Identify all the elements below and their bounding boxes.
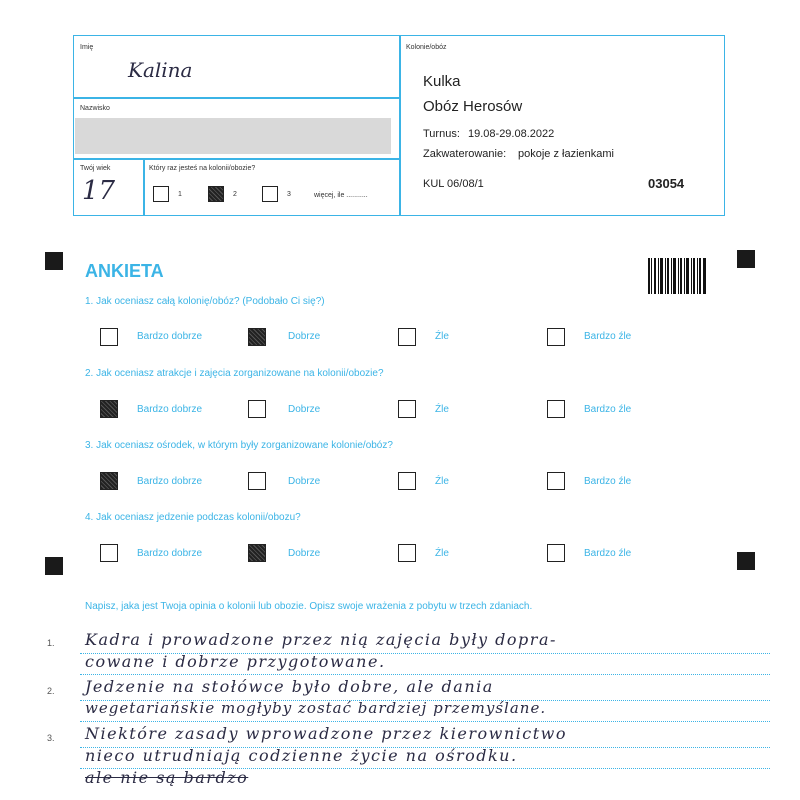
name-value[interactable]: Kalina <box>128 58 193 82</box>
q3-label-dobrze: Dobrze <box>288 476 321 487</box>
q3-option-dobrze[interactable] <box>248 472 266 490</box>
q4-label-bardzo-dobrze: Bardzo dobrze <box>137 548 203 559</box>
writing-line <box>80 721 770 722</box>
q1-option-zle[interactable] <box>398 328 416 346</box>
q1-label-bardzo-dobrze: Bardzo dobrze <box>137 331 203 342</box>
q3-label-zle: Źle <box>435 476 449 487</box>
camp-label: Kolonie/obóz <box>406 44 447 51</box>
q2-label-zle: Źle <box>435 404 449 415</box>
q1-label-dobrze: Dobrze <box>288 331 321 342</box>
q2-option-bardzo-dobrze[interactable] <box>100 400 118 418</box>
times-checkbox-2[interactable] <box>208 186 224 202</box>
opinion-prompt: Napisz, jaka jest Twoja opinia o kolonii lub obozie. Opisz swoje wrażenia z pobytu w trzech zdaniach. <box>85 601 533 612</box>
q2-option-dobrze[interactable] <box>248 400 266 418</box>
times-more: więcej, ile ........... <box>314 192 368 199</box>
turnus-label: Turnus: <box>423 128 460 140</box>
registration-marker-top-left <box>45 252 63 270</box>
q4-label-bardzo-zle: Bardzo źle <box>584 548 632 559</box>
q4-option-bardzo-dobrze[interactable] <box>100 544 118 562</box>
header-divider-surname <box>73 158 400 160</box>
camp-title: Obóz Herosów <box>423 98 523 115</box>
q3-option-bardzo-zle[interactable] <box>547 472 565 490</box>
q2-label-bardzo-zle: Bardzo źle <box>584 404 632 415</box>
q4-label-dobrze: Dobrze <box>288 548 321 559</box>
surname-label: Nazwisko <box>80 105 110 112</box>
registration-marker-bottom-right <box>737 552 755 570</box>
q3-label-bardzo-dobrze: Bardzo dobrze <box>137 476 203 487</box>
header-divider-name <box>73 97 400 99</box>
q4-option-bardzo-zle[interactable] <box>547 544 565 562</box>
times-option-1: 1 <box>178 191 182 198</box>
q2-option-bardzo-zle[interactable] <box>547 400 565 418</box>
times-checkbox-1[interactable] <box>153 186 169 202</box>
q1-label-zle: Źle <box>435 331 449 342</box>
camp-number: 03054 <box>648 176 685 191</box>
header-divider-vertical <box>399 35 401 216</box>
q1-option-bardzo-dobrze[interactable] <box>100 328 118 346</box>
surname-redacted <box>75 118 391 154</box>
q3-option-zle[interactable] <box>398 472 416 490</box>
q3-option-bardzo-dobrze[interactable] <box>100 472 118 490</box>
line-number-3: 3. <box>47 733 55 743</box>
opinion-line-5[interactable]: Niektóre zasady wprowadzone przez kierownictwo <box>85 724 567 743</box>
q3-label-bardzo-zle: Bardzo źle <box>584 476 632 487</box>
survey-title: ANKIETA <box>85 261 164 281</box>
registration-marker-bottom-left <box>45 557 63 575</box>
opinion-line-2[interactable]: cowane i dobrze przygotowane. <box>85 652 386 671</box>
q1-option-dobrze[interactable] <box>248 328 266 346</box>
q2-label-bardzo-dobrze: Bardzo dobrze <box>137 404 203 415</box>
opinion-line-6[interactable]: nieco utrudniają codzienne życie na ośrodku. <box>85 746 518 765</box>
q4-option-dobrze[interactable] <box>248 544 266 562</box>
question-4-text: 4. Jak oceniasz jedzenie podczas kolonii/obozu? <box>85 512 301 523</box>
question-2-text: 2. Jak oceniasz atrakcje i zajęcia zorganizowane na kolonii/obozie? <box>85 368 384 379</box>
times-option-2: 2 <box>233 191 237 198</box>
age-label: Twój wiek <box>80 165 111 172</box>
camp-code: KUL 06/08/1 <box>423 178 484 190</box>
accommodation-label: Zakwaterowanie: <box>423 148 507 160</box>
barcode <box>648 258 706 294</box>
times-label: Który raz jesteś na kolonii/obozie? <box>149 165 256 172</box>
q4-label-zle: Źle <box>435 548 449 559</box>
q1-label-bardzo-zle: Bardzo źle <box>584 331 632 342</box>
question-1-text: 1. Jak oceniasz całą kolonię/obóz? (Podobało Ci się?) <box>85 296 325 307</box>
q2-label-dobrze: Dobrze <box>288 404 321 415</box>
q2-option-zle[interactable] <box>398 400 416 418</box>
opinion-line-1[interactable]: Kadra i prowadzone przez nią zajęcia były dopra- <box>85 630 557 649</box>
turnus-value: 19.08-29.08.2022 <box>468 128 555 140</box>
name-label: Imię <box>80 44 94 51</box>
q1-option-bardzo-zle[interactable] <box>547 328 565 346</box>
camp-name: Kulka <box>423 73 461 90</box>
writing-line <box>80 674 770 675</box>
times-option-3: 3 <box>287 191 291 198</box>
opinion-line-7-crossed[interactable]: ale nie są bardzo <box>85 768 249 787</box>
question-3-text: 3. Jak oceniasz ośrodek, w którym były zorganizowane kolonie/obóz? <box>85 440 393 451</box>
age-value[interactable]: 17 <box>82 176 116 206</box>
header-divider-age <box>143 158 145 216</box>
opinion-line-4[interactable]: wegetariańskie mogłyby zostać bardziej przemyślane. <box>85 699 547 717</box>
line-number-1: 1. <box>47 638 55 648</box>
accommodation-value: pokoje z łazienkami <box>518 148 614 160</box>
line-number-2: 2. <box>47 686 55 696</box>
q4-option-zle[interactable] <box>398 544 416 562</box>
registration-marker-top-right <box>737 250 755 268</box>
times-checkbox-3[interactable] <box>262 186 278 202</box>
opinion-line-3[interactable]: Jedzenie na stołówce było dobre, ale dania <box>85 677 494 696</box>
